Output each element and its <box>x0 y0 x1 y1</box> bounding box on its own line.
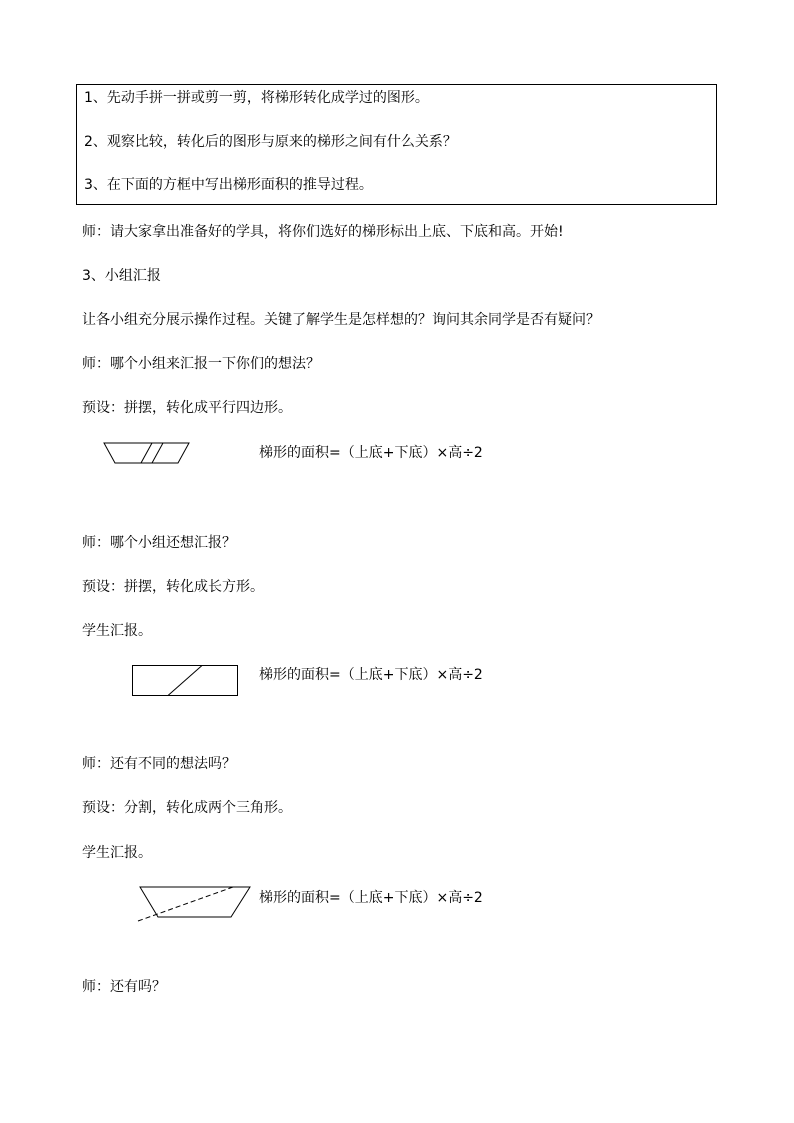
teacher-question-1: 师：哪个小组来汇报一下你们的想法？ <box>82 356 320 372</box>
dashed-diagonal-line <box>138 887 233 921</box>
teacher-instruction: 师：请大家拿出准备好的学具，将你们选好的梯形标出上底、下底和高。开始! <box>82 224 564 240</box>
teacher-question-4: 师：还有吗？ <box>82 979 166 995</box>
task-item-3: 3、在下面的方框中写出梯形面积的推导过程。 <box>84 177 373 193</box>
section-heading-group-report: 3、小组汇报 <box>82 268 161 284</box>
area-formula-2: 梯形的面积=（上底+下底）×高÷2 <box>259 667 483 683</box>
task-item-2: 2、观察比较，转化后的图形与原来的梯形之间有什么关系？ <box>84 134 457 150</box>
trapezoid-split-figure <box>132 882 254 922</box>
area-formula-1: 梯形的面积=（上底+下底）×高÷2 <box>259 445 483 461</box>
task-instructions-box <box>76 84 717 205</box>
rectangle-cut-line <box>168 666 202 696</box>
teacher-question-3: 师：还有不同的想法吗？ <box>82 756 236 772</box>
activity-description: 让各小组充分展示操作过程。关键了解学生是怎样想的？询问其余同学是否有疑问？ <box>82 312 600 328</box>
rectangle-figure <box>130 662 240 698</box>
preset-triangles: 预设：分割，转化成两个三角形。 <box>82 800 292 816</box>
parallelogram-trapezoids-figure <box>100 438 196 468</box>
preset-rectangle: 预设：拼摆，转化成长方形。 <box>82 579 264 595</box>
trapezoid-upright <box>104 443 163 463</box>
area-formula-3: 梯形的面积=（上底+下底）×高÷2 <box>259 890 483 906</box>
student-report-2: 学生汇报。 <box>82 845 152 861</box>
teacher-question-2: 师：哪个小组还想汇报？ <box>82 535 236 551</box>
trapezoid-inverted <box>141 443 189 463</box>
trapezoid-outline <box>140 887 250 917</box>
preset-parallelogram: 预设：拼摆，转化成平行四边形。 <box>82 400 292 416</box>
task-item-1: 1、先动手拼一拼或剪一剪，将梯形转化成学过的图形。 <box>84 90 429 106</box>
student-report-1: 学生汇报。 <box>82 623 152 639</box>
